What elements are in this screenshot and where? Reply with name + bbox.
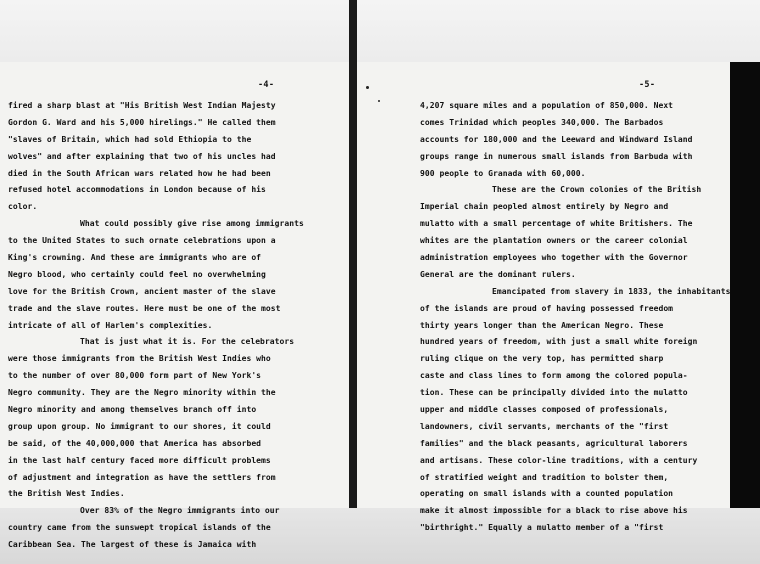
text-line: and artisans. These color-line traditions, with a century [420,455,698,465]
text-line: comes Trinidad which peoples 340,000. The Barbados [420,117,664,127]
scan-speck [378,100,380,102]
text-line: landowners, civil servants, merchants of the "first [420,421,669,431]
text-line: Emancipated from slavery in 1833, the inhabitants [492,286,731,296]
scanner-top-margin [0,0,760,62]
text-line: of the islands are proud of having possessed freedom [420,303,674,313]
text-line: 4,207 square miles and a population of 850,000. Next [420,101,674,110]
text-line: died in the South African wars related how he had been [8,168,271,178]
text-line: caste and class lines to form among the colored popula- [420,371,688,381]
book-spine [349,0,357,564]
text-line: Imperial chain peopled almost entirely by Negro and [420,202,669,212]
text-line: thirty years longer than the American Negro. These [420,320,664,330]
text-line: to the number of over 80,000 form part of New York's [8,371,262,381]
text-line: wolves" and after explaining that two of his uncles had [8,151,276,161]
text-line: mulatto with a small percentage of white Britishers. The [420,219,693,229]
text-line: accounts for 180,000 and the Leeward and Windward Island [420,134,693,144]
text-line: General are the dominant rulers. [420,269,576,279]
left-page [0,62,349,550]
text-line: families" and the black peasants, agricultural laborers [420,438,688,448]
text-line: "birthright." Equally a mulatto member of a "first [420,523,664,533]
text-line: of stratified weight and tradition to bolster them, [420,472,669,482]
text-line: Negro minority and among themselves branch off into [8,405,257,415]
text-line: Negro blood, who certainly could feel no overwhelming [8,269,266,279]
text-line: Over 83% of the Negro immigrants into our [80,506,280,516]
text-line: in the last half century faced more difficult problems [8,455,271,465]
text-line: trade and the slave routes. Here must be one of the most [8,303,281,313]
page-number: -5- [639,80,656,90]
text-line: of adjustment and integration as have the settlers from [8,472,276,482]
text-line: That is just what it is. For the celebrators [80,337,295,347]
text-line: to the United States to such ornate celebrations upon a [8,236,276,246]
page-body-text [420,98,730,537]
text-line: intricate of all of Harlem's complexities. [8,320,213,330]
text-line: groups range in numerous small islands from Barbuda with [420,151,693,161]
text-line: color. [8,202,38,212]
text-line: group upon group. No immigrant to our shores, it could [8,421,271,431]
text-line: country came from the sunswept tropical islands of the [8,523,271,533]
text-line: whites are the plantation owners or the career colonial [420,236,688,246]
text-line: tion. These can be principally divided into the mulatto [420,388,688,398]
text-line: administration employees who together with the Governor [420,253,688,263]
text-line: operating on small islands with a counted population [420,489,674,499]
text-line: be said, of the 40,000,000 that America has absorbed [8,438,262,448]
text-line: "slaves of Britain, which had sold Ethiopia to the [8,134,252,144]
text-line: Gordon G. Ward and his 5,000 hirelings." He called them [8,117,276,127]
text-line: upper and middle classes composed of professionals, [420,405,669,415]
scan-speck [366,86,369,89]
text-line: make it almost impossible for a black to rise above his [420,506,688,516]
text-line: refused hotel accommodations in London because of his [8,185,266,195]
page-number: -4- [258,80,275,90]
text-line: ruling clique on the very top, has permitted sharp [420,354,664,364]
text-line: King's crowning. And these are immigrants who are of [8,253,262,263]
right-page [357,62,731,533]
text-line: These are the Crown colonies of the British [492,185,702,195]
text-line: the British West Indies. [8,489,125,499]
text-line: Caribbean Sea. The largest of these is Jamaica with [8,540,257,550]
text-line: love for the British Crown, ancient master of the slave [8,286,276,296]
text-line: hundred years of freedom, with just a small white foreign [420,337,698,347]
text-line: Negro community. They are the Negro minority within the [8,388,276,398]
text-line: 900 people to Granada with 60,000. [420,168,586,178]
text-line: What could possibly give rise among immigrants [80,219,304,229]
text-line: were those immigrants from the British West Indies who [8,354,271,364]
text-line: fired a sharp blast at "His British West Indian Majesty [8,101,276,110]
page-body-text [8,98,304,554]
